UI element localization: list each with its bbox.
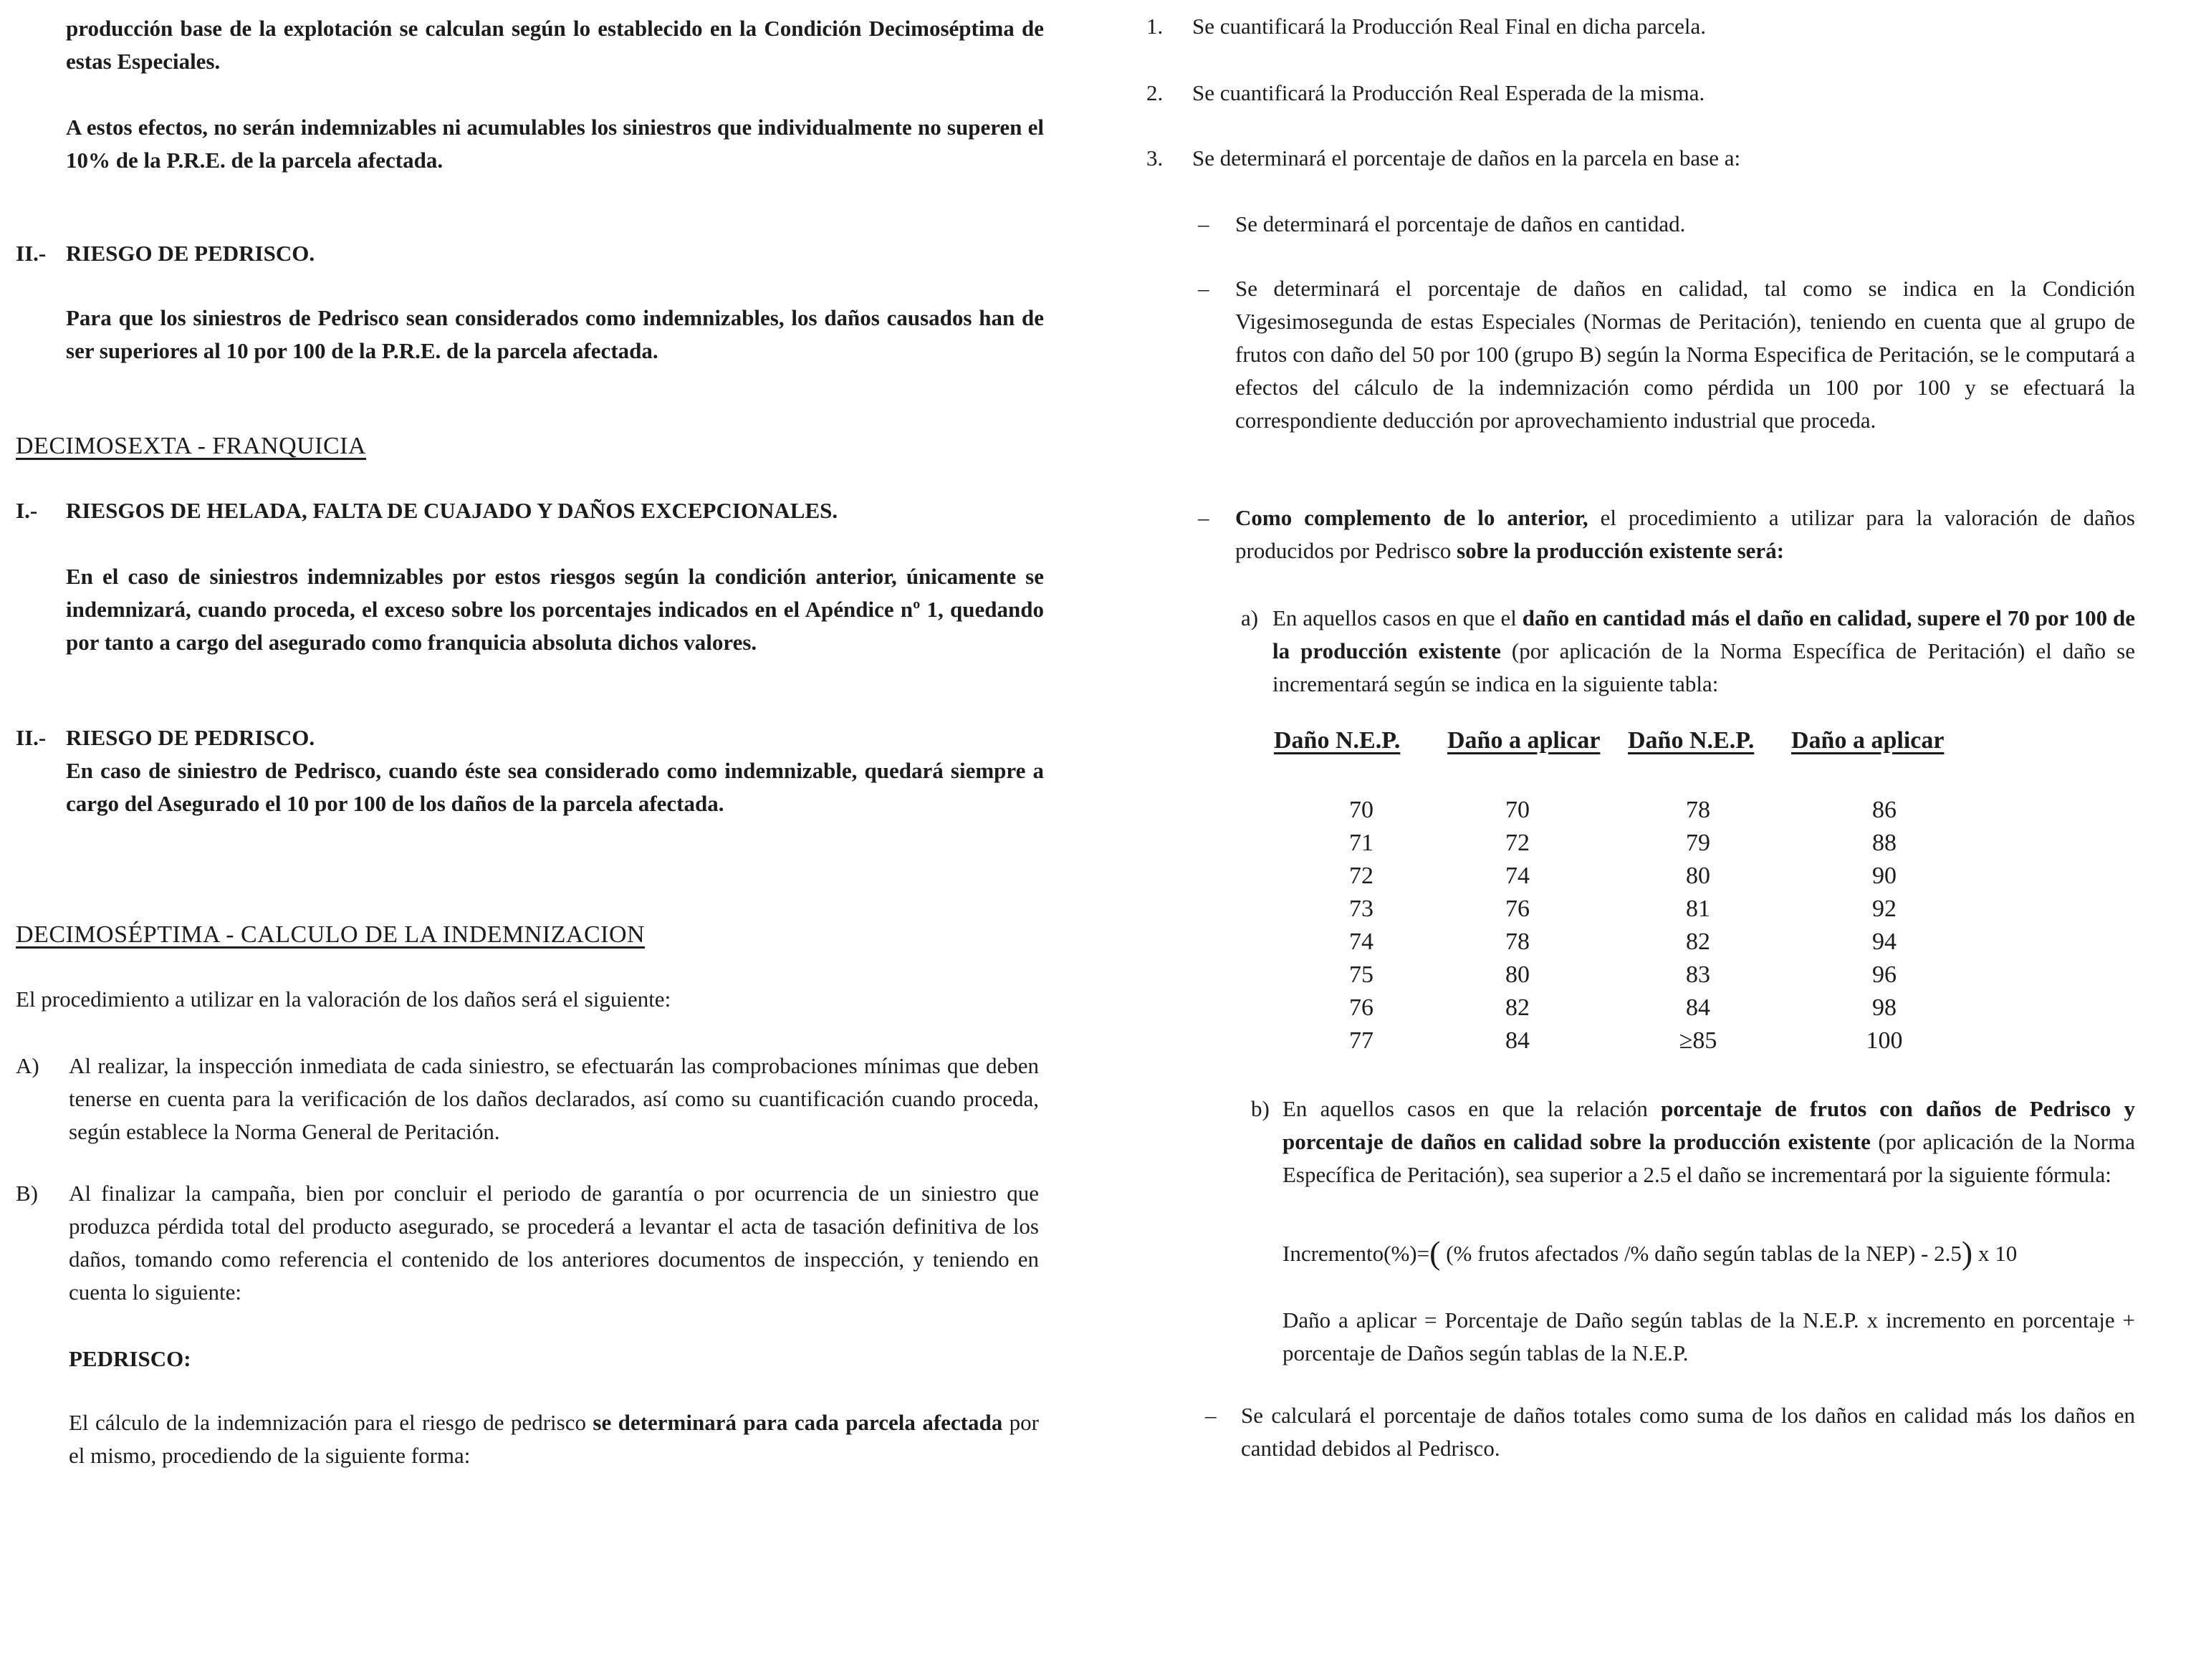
table-cell: 71 <box>1349 830 1373 856</box>
table-cell: 81 <box>1686 896 1710 922</box>
table-cell: 79 <box>1686 830 1710 856</box>
paragraph-helada-franquicia: En el caso de siniestros indemnizables por estos riesgos según la condición anterior, únicamente se indemnizará, cuando proceda, el exceso sobre los porcentajes indicados en el Apéndice nº 1, quedando por tanto a cargo del asegurado como franquicia absoluta dichos valores. <box>66 564 1044 655</box>
dash-item-cantidad: Se determinará el porcentaje de daños en cantidad. <box>1235 211 1686 236</box>
section-label-i: I.- <box>16 498 38 523</box>
table-cell: 84 <box>1686 994 1710 1021</box>
formula-prefix: Incremento(%)= <box>1282 1241 1430 1266</box>
calc-text-bold: se determinará para cada parcela afectada <box>593 1410 1003 1435</box>
sub-b-text-1: En aquellos casos en que la relación <box>1282 1096 1662 1121</box>
list-item-2: Se cuantificará la Producción Real Esperada de la misma. <box>1192 80 1705 105</box>
formula-open-paren: ( <box>1429 1234 1441 1271</box>
paragraph-procedimiento-intro: El procedimiento a utilizar en la valoración de los daños será el siguiente: <box>16 987 671 1012</box>
complemento-bold-2: sobre la producción existente será: <box>1457 538 1785 563</box>
table-cell: 75 <box>1349 961 1373 988</box>
table-cell: 74 <box>1349 928 1373 955</box>
table-cell: 88 <box>1872 830 1897 856</box>
sub-a-bold: daño en cantidad más el daño en calidad, supere el 70 por 100 de la producción existente <box>1272 605 2136 663</box>
paragraph-calculo-indemnizacion <box>69 1406 1039 1472</box>
list-item-1: Se cuantificará la Producción Real Final en dicha parcela. <box>1192 14 1706 39</box>
formula-close-paren: ) <box>1961 1234 1973 1271</box>
table-cell: 76 <box>1349 994 1373 1021</box>
table-cell: 100 <box>1866 1027 1903 1054</box>
sub-a-text-2: (por aplicación de la Norma Específica de Peritación) el daño se incrementará según se indica en la siguiente tabla: <box>1272 638 2135 696</box>
calc-text-3: por el mismo, procediendo de la siguiente forma: <box>69 1410 1040 1468</box>
table-cell: 70 <box>1349 797 1373 823</box>
list-item-3: Se determinará el porcentaje de daños en la parcela en base a: <box>1192 145 1741 171</box>
table-header-dano-aplicar-2: Daño a aplicar <box>1791 727 1945 754</box>
section-label-ii: II.- <box>16 241 47 266</box>
table-cell: 74 <box>1505 863 1530 889</box>
table-cell: 82 <box>1505 994 1530 1021</box>
table-cell: 90 <box>1872 863 1897 889</box>
table-cell: 72 <box>1349 863 1373 889</box>
sub-a-text-1: En aquellos casos en que el <box>1272 605 1523 630</box>
item-label-b: B) <box>16 1181 38 1206</box>
complemento-text: el procedimiento a utilizar para la valoración de daños producidos por Pedrisco <box>1235 505 2135 563</box>
table-cell: 80 <box>1505 961 1530 988</box>
table-column-nep-2 <box>1662 794 1734 1057</box>
list-number-1: 1. <box>1146 14 1164 39</box>
paragraph-estos-efectos: A estos efectos, no serán indemnizables ni acumulables los siniestros que individualmente no superen el 10% de la P.R.E. de la parcela afectada. <box>66 115 1044 173</box>
formula-body: (% frutos afectados /% daño según tablas de la NEP) - 2.5 <box>1440 1241 1962 1266</box>
table-cell: 80 <box>1686 863 1710 889</box>
section-title-riesgo-pedrisco: RIESGO DE PEDRISCO. <box>66 241 315 266</box>
section-title-riesgo-pedrisco-2: RIESGO DE PEDRISCO. <box>66 725 315 750</box>
dash-bullet-2: – <box>1198 276 1209 301</box>
paragraph-produccion-base: producción base de la explotación se calculan según lo establecido en la Condición Decimoséptima de estas Especiales. <box>66 16 1044 74</box>
table-cell: 78 <box>1686 797 1710 823</box>
paragraph-item-a: Al realizar, la inspección inmediata de cada siniestro, se efectuarán las comprobaciones mínimas que deben tenerse en cuenta para la verificación de los daños declarados, así como su cuantificación cuando proceda, según establece la Norma General de Peritación. <box>69 1053 1039 1144</box>
table-cell: 86 <box>1872 797 1897 823</box>
dash-bullet-1: – <box>1198 211 1209 236</box>
calc-text-1: El cálculo de la indemnización para el riesgo de pedrisco <box>69 1410 593 1435</box>
dash-bullet-4: – <box>1205 1403 1217 1428</box>
table-cell: 73 <box>1349 896 1373 922</box>
table-cell: ≥85 <box>1679 1027 1717 1054</box>
table-header-dano-nep-1: Daño N.E.P. <box>1274 727 1401 754</box>
table-cell: 98 <box>1872 994 1897 1021</box>
table-column-aplicar-2 <box>1849 794 1920 1057</box>
list-number-3: 3. <box>1146 145 1164 171</box>
formula-incremento <box>1282 1234 2018 1271</box>
dash-item-danos-totales: Se calculará el porcentaje de daños totales como suma de los daños en calidad más los daños en cantidad debidos al Pedrisco. <box>1241 1403 2135 1461</box>
table-header-dano-aplicar-1: Daño a aplicar <box>1447 727 1601 754</box>
sub-item-label-b: b) <box>1251 1096 1270 1121</box>
table-cell: 76 <box>1505 896 1530 922</box>
table-cell: 94 <box>1872 928 1897 955</box>
paragraph-item-b: Al finalizar la campaña, bien por concluir el periodo de garantía o por ocurrencia de un siniestro que produzca pérdida total del producto asegurado, se procederá a levantar el acta de tasación definitiva de los daños, tomando como referencia el contenido de los anteriores documentos de inspección, y teniendo en cuenta lo siguiente: <box>69 1181 1039 1305</box>
table-column-aplicar-1 <box>1489 794 1546 1057</box>
list-number-2: 2. <box>1146 80 1164 105</box>
table-cell: 83 <box>1686 961 1710 988</box>
formula-suffix: x 10 <box>1972 1241 2018 1266</box>
heading-decimoseptima-calculo: DECIMOSÉPTIMA - CALCULO DE LA INDEMNIZACION <box>16 921 646 948</box>
item-label-a: A) <box>16 1053 39 1078</box>
sub-item-a-text <box>1272 602 2135 701</box>
table-cell: 82 <box>1686 928 1710 955</box>
table-cell: 92 <box>1872 896 1897 922</box>
paragraph-pedrisco-franquicia: En caso de siniestro de Pedrisco, cuando éste sea considerado como indemnizable, quedará siempre a cargo del Asegurado el 10 por 100 de los daños de la parcela afectada. <box>66 758 1044 816</box>
right-column <box>1118 0 2178 1680</box>
sub-b-bold: porcentaje de frutos con daños de Pedrisco y porcentaje de daños en calidad sobre la producción existente <box>1282 1096 2135 1154</box>
table-cell: 84 <box>1505 1027 1530 1054</box>
table-column-nep-1 <box>1333 794 1390 1057</box>
section-title-riesgos-helada: RIESGOS DE HELADA, FALTA DE CUAJADO Y DAÑOS EXCEPCIONALES. <box>66 498 838 523</box>
dash-item-calidad: Se determinará el porcentaje de daños en calidad, tal como se indica en la Condición Vigesimosegunda de estas Especiales (Normas de Peritación), teniendo en cuenta que al grupo de frutos con daño del 50 por 100 (grupo B) según la Norma Especifica de Peritación, se le computará a efectos del cálculo de la indemnización como pérdida un 100 por 100 y se efectuará la correspondiente deducción por aprovechamiento industrial que proceda. <box>1235 276 2135 433</box>
paragraph-dano-aplicar: Daño a aplicar = Porcentaje de Daño según tablas de la N.E.P. x incremento en porcentaje + porcentaje de Daños según tablas de la N.E.P. <box>1282 1307 2135 1365</box>
table-cell: 70 <box>1505 797 1530 823</box>
section-label-ii-2: II.- <box>16 725 47 750</box>
complemento-bold-1: Como complemento de lo anterior, <box>1235 505 1588 530</box>
table-cell: 78 <box>1505 928 1530 955</box>
label-pedrisco: PEDRISCO: <box>69 1346 191 1371</box>
dash-bullet-3: – <box>1198 505 1209 530</box>
table-cell: 72 <box>1505 830 1530 856</box>
left-column <box>0 0 1060 1680</box>
sub-item-b-text <box>1282 1093 2135 1191</box>
sub-item-label-a: a) <box>1241 605 1259 630</box>
paragraph-pedrisco-indemnizables: Para que los siniestros de Pedrisco sean considerados como indemnizables, los daños causados han de ser superiores al 10 por 100 de la P.R.E. de la parcela afectada. <box>66 305 1044 363</box>
dash-item-complemento <box>1235 501 2135 567</box>
table-header-dano-nep-2: Daño N.E.P. <box>1628 727 1755 754</box>
heading-decimosexta-franquicia: DECIMOSEXTA - FRANQUICIA <box>16 433 367 459</box>
table-cell: 96 <box>1872 961 1897 988</box>
sub-b-text-2: (por aplicación de la Norma Específica de Peritación), sea superior a 2.5 el daño se incrementará por la siguiente fórmula: <box>1282 1129 2135 1187</box>
table-cell: 77 <box>1349 1027 1373 1054</box>
